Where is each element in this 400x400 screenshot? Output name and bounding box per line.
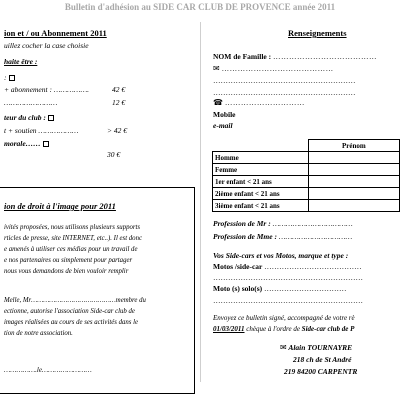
- option-morale[interactable]: [4, 139, 49, 148]
- moto-solo-label: Moto (s) solo(s): [213, 284, 263, 293]
- table-row[interactable]: [213, 188, 400, 200]
- option-soutien[interactable]: [4, 113, 54, 122]
- row-label: 3ième enfant < 21 ans: [213, 200, 309, 212]
- contact-name-text: Alain TOURNAYRE: [288, 343, 353, 352]
- authorization-line: Melle, Mr……………………………………membre du: [4, 297, 146, 304]
- profession-mr-label: Profession de Mr :: [213, 219, 271, 228]
- checkbox-soutien[interactable]: [48, 115, 54, 121]
- authorization-line: ectionne, autorise l'association Side-car club de: [4, 308, 135, 315]
- row-label: Homme: [213, 152, 309, 164]
- image-rights-box: [0, 187, 195, 394]
- table-row[interactable]: [213, 176, 400, 188]
- family-name-field[interactable]: NOM de Famille : …………………………………: [213, 52, 377, 61]
- checkbox-adhesion[interactable]: [9, 75, 15, 81]
- table-row[interactable]: [213, 200, 400, 212]
- motos-line-2[interactable]: ……………………………………………………: [213, 273, 363, 282]
- membership-section-title: ion et / ou Abonnement 2011: [4, 28, 107, 38]
- family-name-label: NOM de Famille :: [213, 52, 272, 61]
- motos-label: Motos /side-car: [213, 262, 263, 271]
- row-label: 1er enfant < 21 ans: [213, 176, 309, 188]
- table-row[interactable]: [213, 164, 400, 176]
- send-instruction-2: 01/03/2011 chèque à l'ordre de Side-car club de P: [213, 325, 355, 333]
- phone-icon: ☎: [213, 98, 223, 107]
- row-cell[interactable]: [308, 152, 399, 164]
- motos-field[interactable]: Motos /side-car …………………………………: [213, 262, 362, 271]
- envelope-icon: ✉: [213, 64, 220, 73]
- contact-name: [280, 343, 352, 352]
- mobile-label: Mobile: [213, 110, 236, 119]
- authorization-text: [4, 295, 146, 339]
- row-label: 2ième enfant < 21 ans: [213, 188, 309, 200]
- info-section-title: Renseignements: [288, 28, 347, 38]
- address-field[interactable]: [213, 64, 334, 73]
- choose-label: haite être :: [4, 57, 38, 66]
- phone-field[interactable]: [213, 98, 305, 107]
- authorization-line: images réalisées au cours de ses activités dans le: [4, 319, 139, 326]
- table-header-row: [213, 140, 400, 152]
- address-line-2[interactable]: …………………………………………………: [213, 76, 356, 85]
- send-instruction-1: Envoyez ce bulletin signé, accompagné de votre rè: [213, 314, 355, 322]
- paragraph-line: e amenés à utiliser ces médias pour un travail de: [4, 246, 138, 253]
- moto-solo-line-2[interactable]: ……………………………………………………: [213, 296, 363, 305]
- date-line: …………….le……………………: [4, 366, 92, 374]
- column-divider: [200, 22, 201, 382]
- option-abonnement-price: 42 €: [112, 85, 126, 94]
- address-line-3[interactable]: …………………………………………………: [213, 88, 356, 97]
- option-soutien-price: > 42 €: [107, 126, 128, 135]
- table-corner: [213, 140, 309, 152]
- option-morale-price: 30 €: [107, 150, 121, 159]
- profession-mme-field[interactable]: Profession de Mme : ……………………………: [213, 232, 353, 241]
- paragraph-line: nous vous demandons de bien vouloir remplir: [4, 268, 129, 275]
- checkbox-morale[interactable]: [43, 141, 49, 147]
- option-simple-label: ……………………: [4, 98, 58, 107]
- document-title: Bulletin d'adhésion au SIDE CAR CLUB DE PROVENCE année 2011: [64, 2, 336, 12]
- address-line-city: 219 84200 CARPENTR: [284, 367, 358, 376]
- vehicles-label: Vos Side-cars et vos Motos, marque et type :: [213, 251, 349, 260]
- paragraph-line: rticles de presse, site INTERNET, etc..). Il est donc: [4, 235, 142, 242]
- profession-mme-label: Profession de Mme :: [213, 232, 277, 241]
- paragraph-line: e nos partenaires ou simplement pour partager: [4, 257, 133, 264]
- option-adhesion[interactable]: [4, 73, 15, 82]
- table-header-prenom: Prénom: [308, 140, 399, 152]
- paragraph-line: ivités proposées, nous utilisons plusieurs supports: [4, 224, 141, 231]
- authorization-line: tion de notre association.: [4, 330, 73, 337]
- instruction-text: uillez cocher la case choisie: [4, 41, 89, 50]
- row-cell[interactable]: [308, 200, 399, 212]
- moto-solo-field[interactable]: Moto (s) solo(s) ……………………………: [213, 284, 347, 293]
- table-row[interactable]: [213, 152, 400, 164]
- email-label: e-mail: [213, 121, 233, 130]
- option-adhesion-label: :: [4, 73, 7, 82]
- address-line-street: 218 ch de St André: [293, 355, 352, 364]
- phone-dots: …………………………: [224, 98, 305, 107]
- row-label: Femme: [213, 164, 309, 176]
- option-soutien-label: teur du club :: [4, 113, 46, 122]
- row-cell[interactable]: [308, 176, 399, 188]
- family-members-table: [212, 139, 400, 212]
- address-dots: ……………………………………: [221, 64, 334, 73]
- option-soutien-detail: t + soutien ………………: [4, 126, 79, 135]
- option-morale-label: morale……: [4, 139, 41, 148]
- profession-mr-field[interactable]: Profession de Mr : ………………………………: [213, 219, 353, 228]
- image-rights-paragraph: [4, 222, 142, 277]
- row-cell[interactable]: [308, 164, 399, 176]
- image-rights-title: ion de droit à l'image pour 2011: [4, 201, 116, 211]
- option-abonnement-label: + abonnement : …………….: [4, 85, 90, 94]
- mail-icon: ✉: [280, 343, 287, 352]
- option-simple-price: 12 €: [112, 98, 126, 107]
- row-cell[interactable]: [308, 188, 399, 200]
